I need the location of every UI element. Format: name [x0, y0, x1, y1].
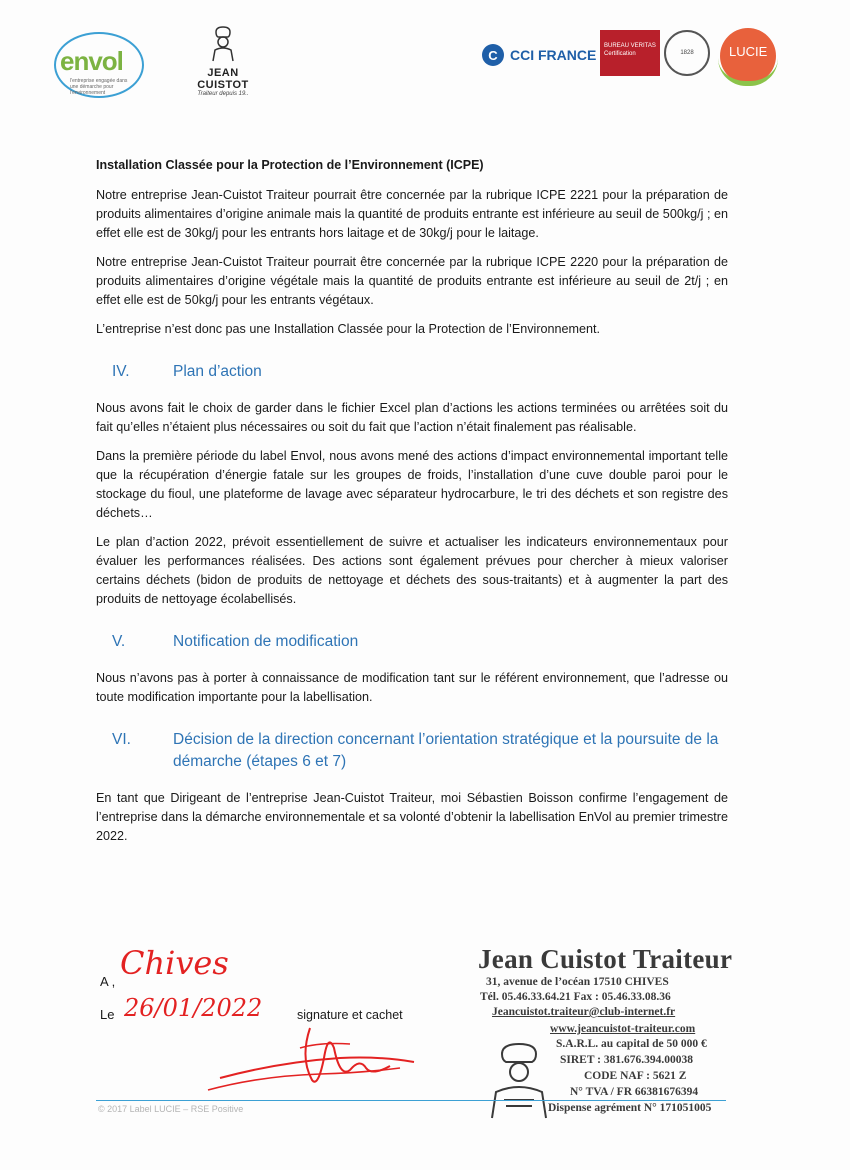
stamp-capital: S.A.R.L. au capital de 50 000 €: [556, 1038, 707, 1050]
chef-icon: [209, 26, 237, 62]
document-body: [96, 158, 728, 856]
icpe-heading: Installation Classée pour la Protection de l’Environnement (ICPE): [96, 158, 484, 172]
notification-paragraph: Nous n’avons pas à porter à connaissance de modification tant sur le référent environnement, que l’adresse ou toute modification importante pour la labellisation.: [96, 671, 728, 704]
stamp-website: www.jeancuistot-traiteur.com: [550, 1023, 696, 1035]
icpe-paragraph-2: Notre entreprise Jean-Cuistot Traiteur pourrait être concernée par la rubrique ICPE 2220 pour la préparation de produits alimentaires d’origine végétale mais la quantité de produits entrante est inférieure au seuil de 2t/j ; en effet elle est de 50kg/j pour les entrants végétaux.: [96, 255, 728, 307]
section-number: VI.: [112, 731, 131, 748]
plan-action-paragraph-2: Dans la première période du label Envol, nous avons mené des actions d’impact environnemental important telle que la récupération d’énergie fatale sur les groupes de froids, l’installation d’une cuve double paroi pour le stockage du fioul, une plateforme de lavage avec séparateur hydrocarbure, le tri des déchets et son registre des déchets…: [96, 449, 728, 520]
place-handwritten: Chives: [120, 944, 229, 982]
stamp-siret: SIRET : 381.676.394.00038: [560, 1054, 694, 1066]
bureau-veritas-seal-year: 1828: [680, 50, 694, 56]
decision-paragraph: En tant que Dirigeant de l’entreprise Jean-Cuistot Traiteur, moi Sébastien Boisson confirme l’engagement de l’entreprise dans la démarche environnementale et sa volonté d’obtenir la labellisation EnVol au premier trimestre 2022.: [96, 791, 728, 843]
signature-label: signature et cachet: [297, 1008, 403, 1022]
lucie-arc: [718, 58, 778, 86]
chef-stamp-icon: [484, 1040, 554, 1120]
plan-action-paragraph-3: Le plan d’action 2022, prévoit essentiellement de suivre et actualiser les indicateurs environnementaux pour évaluer les performances réalisées. Des actions sont également prévues pour chercher à mieux valoriser certains déchets (bidon de produits de nettoyage et déchets des sous-traitants) et à augmenter la part des produits de nettoyage écolabellisés.: [96, 535, 728, 606]
section-number: IV.: [112, 363, 130, 380]
cci-mark-icon: C: [482, 44, 504, 66]
section-heading-decision: [112, 729, 728, 773]
section-heading-plan-action: [112, 361, 728, 383]
envol-logo: [52, 30, 144, 96]
bureau-veritas-seal-icon: [664, 30, 710, 76]
company-stamp: [478, 944, 740, 1124]
cci-france-text: CCI FRANCE: [510, 47, 597, 63]
bureau-veritas-certification: Certification: [604, 51, 636, 57]
lucie-logo-text: LUCIE: [729, 44, 768, 59]
section-title: Notification de modification: [173, 633, 359, 650]
stamp-phone: Tél. 05.46.33.64.21 Fax : 05.46.33.08.36: [480, 991, 671, 1003]
icpe-paragraph-3: L’entreprise n’est donc pas une Installation Classée pour la Protection de l’Environnement.: [96, 322, 601, 336]
plan-action-paragraph-1: Nous avons fait le choix de garder dans le fichier Excel plan d’actions les actions terminées ou arrêtées soit du fait qu’elles n’étaient plus nécessaires ou soit du fait que l’action n’était finalement pas réalisable.: [96, 401, 728, 434]
jean-cuistot-logo-sub: Traiteur depuis 19..: [197, 91, 249, 97]
bureau-veritas-logo: [600, 30, 712, 76]
stamp-address: 31, avenue de l’océan 17510 CHIVES: [486, 976, 669, 988]
section-number: V.: [112, 633, 126, 650]
date-handwritten: 26/01/2022: [124, 994, 263, 1022]
bureau-veritas-label: [600, 30, 660, 76]
section-heading-notification: [112, 631, 728, 653]
envol-logo-tagline: l'entreprise engagée dans une démarche pour l'environnement: [70, 78, 128, 96]
stamp-email: Jeancuistot.traiteur@club-internet.fr: [492, 1006, 676, 1018]
stamp-naf: CODE NAF : 5621 Z: [584, 1070, 687, 1082]
lucie-logo: [720, 28, 782, 84]
section-title: Décision de la direction concernant l’orientation stratégique et la poursuite de la démarche (étapes 6 et 7): [173, 731, 719, 770]
footer-divider: [96, 1100, 726, 1101]
stamp-title: Jean Cuistot Traiteur: [478, 944, 733, 974]
jean-cuistot-logo-text: JEAN CUISTOT: [197, 67, 249, 91]
handwritten-signature: [200, 1018, 430, 1098]
jean-cuistot-logo: [180, 26, 266, 97]
stamp-agrement: Dispense agrément N° 171051005: [548, 1102, 712, 1114]
bureau-veritas-text: BUREAU VERITAS: [604, 43, 656, 49]
section-title: Plan d’action: [173, 363, 262, 380]
stamp-tva: N° TVA / FR 66381676394: [570, 1086, 699, 1098]
cci-france-logo: [482, 42, 596, 68]
footer-text: © 2017 Label LUCIE – RSE Positive: [98, 1104, 244, 1114]
icpe-paragraph-1: Notre entreprise Jean-Cuistot Traiteur pourrait être concernée par la rubrique ICPE 2221 pour la préparation de produits alimentaires d’origine animale mais la quantité de produits entrante est inférieure au seuil de 500kg/j ; en effet elle est de 30kg/j pour les entrants hors laitage et de 30kg/j pour le laitage.: [96, 188, 728, 240]
date-label: Le: [100, 1007, 115, 1022]
envol-logo-text: envol: [60, 46, 123, 76]
place-label: A ,: [100, 974, 116, 989]
